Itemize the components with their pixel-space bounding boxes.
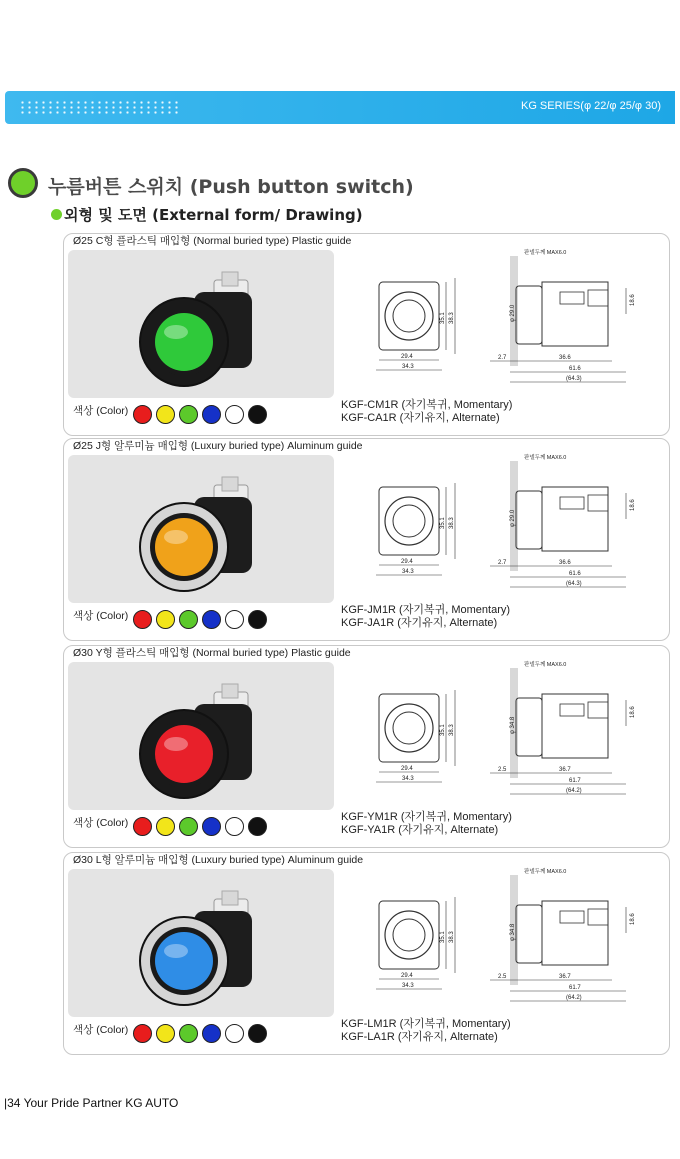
side-view-contact [560,497,584,509]
panel-thickness-label: 판넬두께 MAX6.0 [524,455,567,461]
color-swatch [133,1024,152,1043]
panel-title: Ø25 C형 플라스틱 매입형 (Normal buried type) Plastic guide [73,235,352,247]
dimension-label: 18.6 [630,913,636,925]
banner-dot-pattern [19,100,179,116]
dimension-label: 29.4 [401,766,413,772]
model-alternate: KGF-LA1R (자기유지, Alternate) [341,1031,498,1043]
front-view-bezel [385,292,433,340]
dimension-label: 18.6 [630,706,636,718]
model-alternate: KGF-YA1R (자기유지, Alternate) [341,824,499,836]
front-view-bezel [385,911,433,959]
model-momentary: KGF-YM1R (자기복귀, Momentary) [341,811,512,823]
dimension-label: 36.7 [559,974,571,980]
side-view-bezel [516,698,542,756]
color-swatch [225,1024,244,1043]
color-swatches [133,405,267,424]
dimension-label: 61.6 [569,571,581,577]
push-button-photo [134,475,264,595]
color-swatches [133,1024,267,1043]
side-view-bezel [516,491,542,549]
color-label: 색상 (Color) [73,610,129,622]
dimension-label: 29.4 [401,973,413,979]
dimension-label: 2.7 [498,560,507,566]
dimension-label: 36.7 [559,767,571,773]
model-list [341,399,512,425]
dimension-label: 61.6 [569,366,581,372]
front-view-lens [393,300,425,332]
dimension-label: 2.5 [498,974,507,980]
color-swatch [179,610,198,629]
color-swatch [248,610,267,629]
series-label: KG SERIES(φ 22/φ 25/φ 30) [520,100,661,112]
color-swatch [202,1024,221,1043]
model-list [341,1018,511,1044]
dimension-label: 34.3 [402,364,414,370]
page-title: 누름버튼 스위치 (Push button switch) [48,176,414,198]
dimension-label: 35.1 [440,724,446,736]
product-panel [63,645,670,848]
side-view-contact [560,292,584,304]
color-swatch [202,610,221,629]
color-swatch [179,405,198,424]
subtitle-bullet-icon [51,209,62,220]
section-subtitle: 외형 및 도면 (External form/ Drawing) [64,206,363,224]
lens-highlight [164,325,188,339]
color-label: 색상 (Color) [73,405,129,417]
dimension-label: 38.3 [449,517,455,529]
side-view-terminal [588,702,608,718]
dimension-label: 35.1 [440,931,446,943]
dimension-label: 38.3 [449,312,455,324]
side-view-terminal [588,909,608,925]
dimension-label: (64.3) [566,376,582,382]
side-view-body [542,901,608,965]
color-swatch [156,1024,175,1043]
dimension-label: 36.6 [559,560,571,566]
front-view-lens [393,712,425,744]
model-list [341,604,510,630]
side-view-terminal [588,495,608,511]
color-swatch [179,817,198,836]
side-view-contact [560,911,584,923]
dimension-label: (64.2) [566,995,582,1001]
dimension-label: 18.6 [630,294,636,306]
color-label: 색상 (Color) [73,1024,129,1036]
lens-highlight [164,944,188,958]
color-swatch [156,405,175,424]
color-swatch [248,817,267,836]
color-swatch [225,817,244,836]
panel-thickness-label: 판넬두께 MAX6.0 [524,250,567,256]
dimension-label: 34.3 [402,776,414,782]
panel-title: Ø25 J형 알루미늄 매입형 (Luxury buried type) Aluminum guide [73,440,363,452]
front-view-bezel [385,497,433,545]
product-panel [63,233,670,436]
color-swatch [133,610,152,629]
panel-thickness-label: 판넬두께 MAX6.0 [524,662,567,668]
technical-drawing [364,244,664,394]
push-button-photo [134,889,264,1009]
terminal-screw [222,891,238,905]
dimension-label: 34.3 [402,983,414,989]
terminal-screw [222,477,238,491]
diameter-label: φ 29.0 [510,509,516,527]
color-swatch [202,817,221,836]
technical-drawing [364,449,664,599]
front-view-lens [393,919,425,951]
dimension-label: 61.7 [569,778,581,784]
color-swatch [133,405,152,424]
side-view-bezel [516,905,542,963]
model-momentary: KGF-LM1R (자기복귀, Momentary) [341,1018,511,1030]
color-swatches [133,817,267,836]
color-swatch [179,1024,198,1043]
color-swatch [133,817,152,836]
model-alternate: KGF-JA1R (자기유지, Alternate) [341,617,498,629]
dimension-label: 2.5 [498,767,507,773]
side-view-contact [560,704,584,716]
dimension-label: 29.4 [401,559,413,565]
illuminated-lens [155,313,213,371]
diameter-label: φ 34.8 [510,923,516,941]
illuminated-lens [155,518,213,576]
terminal-screw [222,684,238,698]
color-swatch [225,610,244,629]
color-label: 색상 (Color) [73,817,129,829]
dimension-label: 36.6 [559,355,571,361]
push-button-photo [134,270,264,390]
dimension-label: 38.3 [449,931,455,943]
color-swatch [248,405,267,424]
product-panel [63,852,670,1055]
color-swatch [202,405,221,424]
dimension-label: (64.3) [566,581,582,587]
diameter-label: φ 29.0 [510,304,516,322]
side-view-bezel [516,286,542,344]
color-swatch [156,610,175,629]
model-list [341,811,512,837]
color-swatch [248,1024,267,1043]
side-view-body [542,694,608,758]
dimension-label: 35.1 [440,312,446,324]
color-swatch [225,405,244,424]
page-footer: |34 Your Pride Partner KG AUTO [4,1096,179,1110]
illuminated-lens [155,932,213,990]
panel-thickness-label: 판넬두께 MAX6.0 [524,869,567,875]
model-momentary: KGF-CM1R (자기복귀, Momentary) [341,399,513,411]
dimension-label: 61.7 [569,985,581,991]
model-alternate: KGF-CA1R (자기유지, Alternate) [341,412,500,424]
illuminated-lens [155,725,213,783]
model-momentary: KGF-JM1R (자기복귀, Momentary) [341,604,511,616]
panel-title: Ø30 L형 알루미늄 매입형 (Luxury buried type) Aluminum guide [73,854,364,866]
dimension-label: 35.1 [440,517,446,529]
panel-title: Ø30 Y형 플라스틱 매입형 (Normal buried type) Plastic guide [73,647,351,659]
dimension-label: 34.3 [402,569,414,575]
dimension-label: 29.4 [401,354,413,360]
dimension-label: (64.2) [566,788,582,794]
dimension-label: 2.7 [498,355,507,361]
lens-highlight [164,737,188,751]
diameter-label: φ 34.8 [510,716,516,734]
title-bullet-icon [8,168,38,198]
side-view-terminal [588,290,608,306]
technical-drawing [364,863,664,1013]
front-view-lens [393,505,425,537]
product-panel [63,438,670,641]
header-banner [5,91,675,124]
color-swatches [133,610,267,629]
color-swatch [156,817,175,836]
technical-drawing [364,656,664,806]
dimension-label: 18.6 [630,499,636,511]
terminal-screw [222,272,238,286]
push-button-photo [134,682,264,802]
front-view-bezel [385,704,433,752]
dimension-label: 38.3 [449,724,455,736]
lens-highlight [164,530,188,544]
